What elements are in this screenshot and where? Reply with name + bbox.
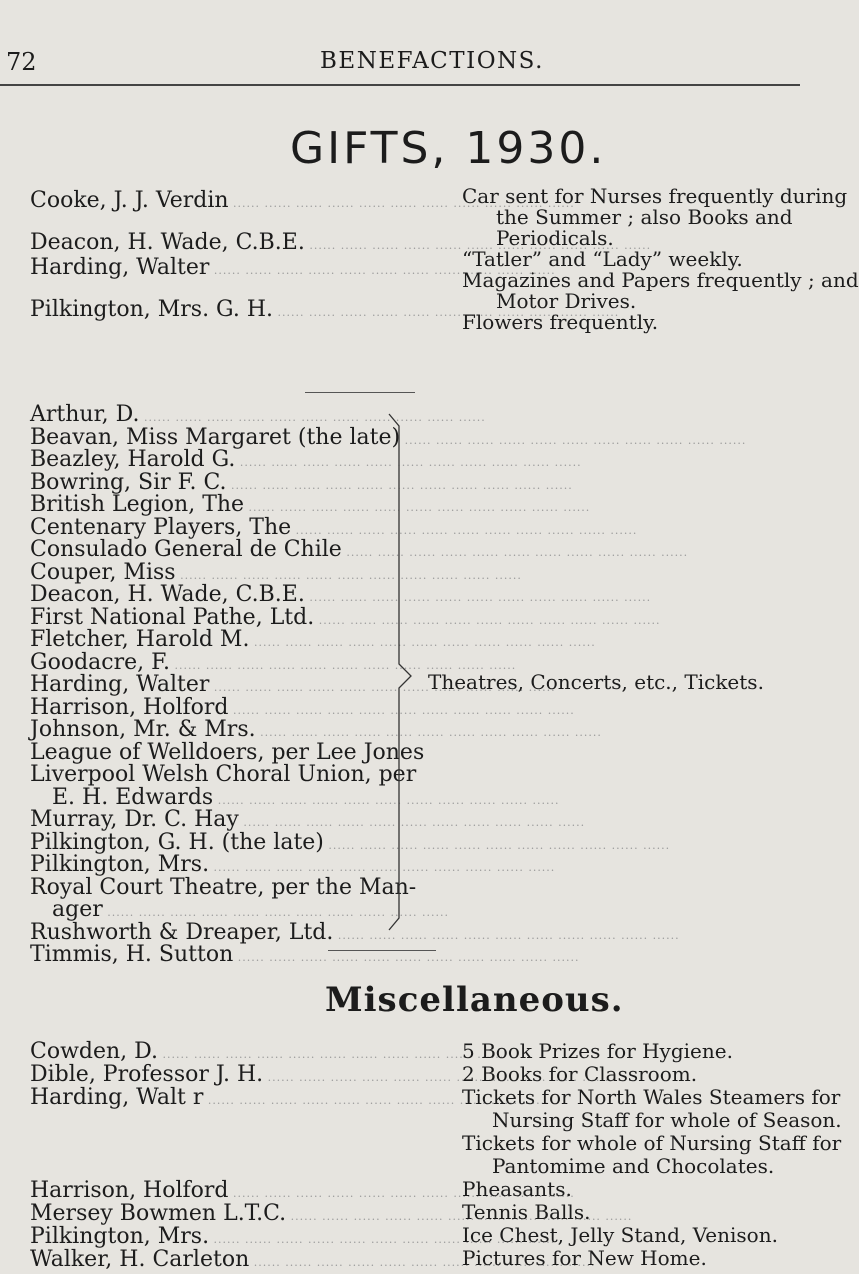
gift-line: Tennis Balls.: [462, 1200, 591, 1224]
gift-line: Ice Chest, Jelly Stand, Venison.: [462, 1223, 778, 1247]
gift-line: Nursing Staff for whole of Season.: [492, 1108, 842, 1132]
donor-name: Pilkington, Mrs. .....: [30, 1225, 445, 1248]
donor-name: Deacon, H. Wade, C.B.E. .....: [30, 584, 412, 607]
gift-line: Pantomime and Chocolates.: [492, 1154, 775, 1178]
donor-name: Pilkington, Mrs. G. H. .....: [30, 297, 410, 322]
donor-name: Pilkington, Mrs. .....: [30, 854, 412, 877]
donor-name: Fletcher, Harold M. .....: [30, 629, 412, 652]
donor-name: First National Pathe, Ltd. .....: [30, 607, 412, 630]
donor-name: Centenary Players, The .....: [30, 517, 412, 540]
donor-name: Goodacre, F. .....: [30, 652, 412, 675]
donor-name: British Legion, The .....: [30, 494, 412, 517]
donor-name: Arthur, D. .....: [30, 404, 412, 427]
donor-name: Johnson, Mr. & Mrs. .....: [30, 719, 412, 742]
donor-name: Harding, Walter .....: [30, 674, 412, 697]
gift-line: Flowers frequently.: [462, 310, 659, 334]
gift-line: 5 Book Prizes for Hygiene.: [462, 1039, 733, 1063]
gift-line: Motor Drives.: [496, 289, 637, 313]
donor-name: E. H. Edwards .....: [30, 787, 412, 810]
gift-line: “Tatler” and “Lady” weekly.: [462, 247, 743, 271]
gift-line: Periodicals.: [496, 226, 614, 250]
page-number: 72: [6, 48, 37, 76]
donor-name: Harrison, Holford .....: [30, 1179, 445, 1202]
running-title: BENEFACTIONS.: [320, 48, 544, 74]
gift-line: Tickets for North Wales Steamers for: [462, 1085, 841, 1109]
donor-name: Beavan, Miss Margaret (the late) .....: [30, 427, 412, 450]
misc-donor-list: [30, 1040, 445, 1271]
donor-name: Timmis, H. Sutton .....: [30, 944, 412, 967]
gift-line: Tickets for whole of Nursing Staff for: [462, 1131, 842, 1155]
gift-description-list: [462, 184, 859, 334]
theatres-note: Theatres, Concerts, etc., Tickets.: [428, 670, 764, 694]
donor-name: Walker, H. Carleton .....: [30, 1248, 445, 1271]
section-divider: [305, 392, 415, 393]
donor-name: Liverpool Welsh Choral Union, per: [30, 762, 417, 787]
gift-line: Magazines and Papers frequently ; and: [462, 268, 859, 292]
donor-name: Pilkington, G. H. (the late) .....: [30, 832, 412, 855]
donor-name: Murray, Dr. C. Hay .....: [30, 809, 412, 832]
gift-line: the Summer ; also Books and: [496, 205, 793, 229]
theatre-donor-list: [30, 402, 425, 967]
miscellaneous-title: Miscellaneous.: [325, 980, 624, 1020]
gift-line: Pheasants.: [462, 1177, 572, 1201]
donor-name: Dible, Professor J. H. .....: [30, 1063, 445, 1086]
misc-description-list: [462, 1039, 842, 1270]
donor-name: League of Welldoers, per Lee Jones: [30, 739, 425, 765]
gift-donor-list: [30, 188, 410, 322]
gift-line: Pictures for New Home.: [462, 1246, 707, 1270]
gifts-title: GIFTS, 1930.: [290, 123, 607, 174]
donor-name: Royal Court Theatre, per the Man-: [30, 874, 417, 900]
gift-line: 2 Books for Classroom.: [462, 1062, 698, 1086]
donor-name: Cowden, D. .....: [30, 1040, 445, 1063]
donor-name: Bowring, Sir F. C. .....: [30, 472, 412, 495]
donor-name: Harding, Walt r .....: [30, 1086, 445, 1179]
donor-name: ager .....: [30, 899, 412, 922]
donor-name: Cooke, J. J. Verdin .....: [30, 188, 410, 230]
donor-name: Mersey Bowmen L.T.C. .....: [30, 1202, 445, 1225]
gift-line: Car sent for Nurses frequently during: [462, 184, 848, 208]
donor-name: Harrison, Holford .....: [30, 697, 412, 720]
donor-name: Beazley, Harold G. .....: [30, 449, 412, 472]
donor-name: Deacon, H. Wade, C.B.E. .....: [30, 230, 410, 255]
header-rule: [0, 84, 800, 86]
donor-name: Harding, Walter .....: [30, 255, 410, 297]
donor-name: Rushworth & Dreaper, Ltd. .....: [30, 922, 412, 945]
donor-name: Couper, Miss .....: [30, 562, 412, 585]
donor-name: Consulado General de Chile .....: [30, 539, 412, 562]
section-divider: [328, 950, 436, 951]
brace-icon: [385, 412, 415, 932]
